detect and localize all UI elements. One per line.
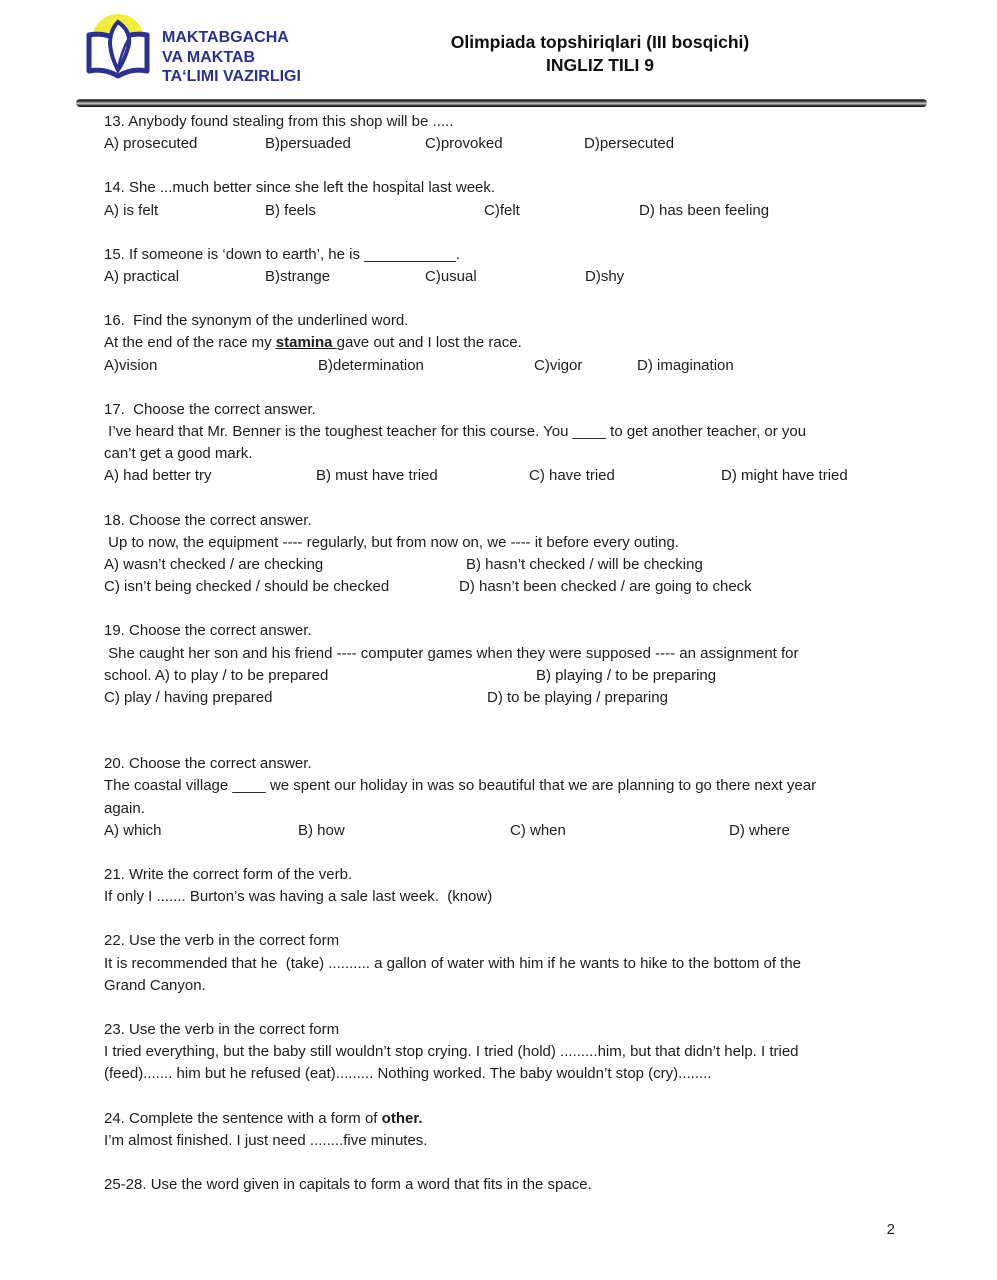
question-13-options xyxy=(104,133,904,155)
option-d: D) to be playing / preparing xyxy=(487,688,668,706)
question-17 xyxy=(104,399,904,488)
question-19-text: She caught her son and his friend ---- computer games when they were supposed ---- an assignment for xyxy=(104,644,799,662)
option-d: D) hasn’t been checked / are going to check xyxy=(459,578,752,596)
question-17-text-line2: can’t get a good mark. xyxy=(104,445,253,463)
option-a: school. A) to play / to be prepared xyxy=(104,666,329,684)
option-d: D) might have tried xyxy=(721,467,848,485)
question-24-stem xyxy=(104,1108,904,1130)
question-18-stem: 18. Choose the correct answer. xyxy=(104,511,312,529)
option-a: A) prosecuted xyxy=(104,135,198,153)
option-d: D) imagination xyxy=(637,356,734,374)
option-b: B)strange xyxy=(265,267,331,285)
question-22-stem: 22. Use the verb in the correct form xyxy=(104,932,340,950)
question-18-text: Up to now, the equipment ---- regularly, but from now on, we ---- it before every outing. xyxy=(104,533,679,551)
document-title xyxy=(310,31,890,77)
questions-area xyxy=(104,111,904,1218)
question-20-options xyxy=(104,820,904,842)
bold-word: other. xyxy=(381,1109,423,1127)
title-line2: INGLIZ TILI 9 xyxy=(546,55,654,75)
question-16-stem: 16. Find the synonym of the underlined word. xyxy=(104,312,409,330)
question-16 xyxy=(104,310,904,377)
question-23-text-line2: (feed)....... him but he refused (eat)......... Nothing worked. The baby wouldn’t stop (cry)........ xyxy=(104,1065,712,1083)
option-d: D)persecuted xyxy=(584,135,675,153)
option-a: A)vision xyxy=(104,356,158,374)
option-d: D)shy xyxy=(585,267,625,285)
question-17-text-line1: I’ve heard that Mr. Benner is the toughest teacher for this course. You ____ to get another teacher, or you xyxy=(104,422,807,440)
option-d: D) has been feeling xyxy=(639,201,770,219)
option-a: A) which xyxy=(104,821,162,839)
option-c: C)vigor xyxy=(534,356,583,374)
question-20-text-line1: The coastal village ____ we spent our holiday in was so beautiful that we are planning to go there next year xyxy=(104,777,817,795)
title-line1: Olimpiada topshiriqlari (III bosqichi) xyxy=(450,32,750,52)
question-15-stem: 15. If someone is ‘down to earth’, he is ___________. xyxy=(104,245,461,263)
option-b: B) must have tried xyxy=(316,467,438,485)
option-b: B) playing / to be preparing xyxy=(536,666,717,684)
question-19-options-ab xyxy=(104,665,904,687)
option-a: A) wasn’t checked / are checking xyxy=(104,555,324,573)
option-b: B) feels xyxy=(265,201,316,219)
question-16-sentence xyxy=(104,332,904,354)
underlined-word: stamina xyxy=(275,334,337,352)
page-number: 2 xyxy=(886,1221,895,1238)
question-21 xyxy=(104,864,904,908)
question-19-stem: 19. Choose the correct answer. xyxy=(104,622,312,640)
question-23-text-line1: I tried everything, but the baby still wouldn’t stop crying. I tried (hold) .........him, but that didn’t help. I tried xyxy=(104,1043,799,1061)
option-a: A) practical xyxy=(104,267,180,285)
ministry-logo-icon xyxy=(80,12,158,96)
option-a: A) had better try xyxy=(104,467,212,485)
header-divider xyxy=(76,99,927,107)
sentence-prefix: At the end of the race my xyxy=(104,334,276,352)
question-20-stem: 20. Choose the correct answer. xyxy=(104,755,312,773)
option-b: B) hasn’t checked / will be checking xyxy=(466,555,703,573)
option-c: C) isn’t being checked / should be checked xyxy=(104,578,390,596)
option-b: B)persuaded xyxy=(265,135,351,153)
question-24-text: I’m almost finished. I just need ........five minutes. xyxy=(104,1131,428,1149)
question-25-28 xyxy=(104,1174,904,1196)
question-23-stem: 23. Use the verb in the correct form xyxy=(104,1020,340,1038)
question-22 xyxy=(104,930,904,997)
question-14 xyxy=(104,177,904,221)
ministry-name-line2: VA MAKTAB xyxy=(162,48,256,66)
option-c: C) when xyxy=(510,821,566,839)
question-18 xyxy=(104,510,904,599)
question-14-stem: 14. She ...much better since she left the hospital last week. xyxy=(104,179,496,197)
option-b: B)determination xyxy=(318,356,424,374)
question-13-stem: 13. Anybody found stealing from this shop will be ..... xyxy=(104,113,454,130)
question-20 xyxy=(104,753,904,842)
question-18-options-cd xyxy=(104,576,904,598)
question-17-stem: 17. Choose the correct answer. xyxy=(104,400,316,418)
question-13 xyxy=(104,111,904,155)
option-c: C) have tried xyxy=(529,467,615,485)
question-23 xyxy=(104,1019,904,1086)
option-d: D) where xyxy=(729,821,790,839)
question-20-text-line2: again. xyxy=(104,799,145,817)
question-17-options xyxy=(104,465,904,487)
question-15 xyxy=(104,244,904,288)
sentence-suffix: gave out and I lost the race. xyxy=(336,334,522,352)
option-a: A) is felt xyxy=(104,201,159,219)
option-b: B) how xyxy=(298,821,345,839)
question-24 xyxy=(104,1108,904,1152)
question-21-text: If only I ....... Burton’s was having a sale last week. (know) xyxy=(104,888,493,906)
question-19 xyxy=(104,620,904,709)
question-22-text-line2: Grand Canyon. xyxy=(104,976,206,994)
stem-prefix: 24. Complete the sentence with a form of xyxy=(104,1109,382,1127)
ministry-name xyxy=(162,28,301,87)
question-16-options xyxy=(104,355,904,377)
option-c: C)felt xyxy=(484,201,520,219)
question-14-options xyxy=(104,200,904,222)
option-c: C)usual xyxy=(425,267,477,285)
question-19-options-cd xyxy=(104,687,904,709)
ministry-name-line3: TA‘LIMI VAZIRLIGI xyxy=(162,68,301,85)
question-21-stem: 21. Write the correct form of the verb. xyxy=(104,865,353,883)
option-c: C) play / having prepared xyxy=(104,688,273,706)
question-25-28-stem: 25-28. Use the word given in capitals to form a word that fits in the space. xyxy=(104,1175,592,1193)
ministry-name-line1: MAKTABGACHA xyxy=(162,29,289,46)
option-c: C)provoked xyxy=(425,135,503,153)
question-22-text-line1: It is recommended that he (take) .......... a gallon of water with him if he wants to hike to the bottom of the xyxy=(104,954,802,972)
question-18-options-ab xyxy=(104,554,904,576)
question-15-options xyxy=(104,266,904,288)
